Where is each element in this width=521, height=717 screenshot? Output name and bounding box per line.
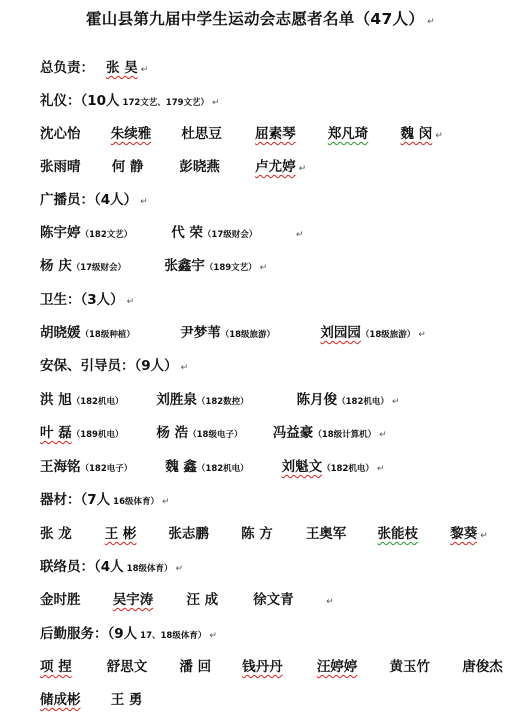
paragraph-mark-icon: ↵: [379, 430, 387, 440]
equipment-row-1: [40, 523, 488, 545]
security-label: 安保、引导员：（9人）: [40, 358, 178, 374]
security-name: 王海铭: [40, 459, 81, 475]
logistics-row-2: [40, 689, 142, 711]
etiquette-name: 沈心怡: [40, 126, 81, 142]
liaison-row-1: [40, 589, 334, 611]
logistics-label: 后勤服务：（9人: [40, 626, 138, 642]
broadcast-row-1: [40, 222, 303, 244]
logistics-name: 潘 回: [179, 659, 212, 675]
security-name: 陈月俊: [296, 392, 338, 408]
logistics-note: 17、18级体育）: [140, 631, 207, 641]
broadcast-name: 张鑫宇: [164, 258, 205, 274]
etiquette-name: 杜思豆: [181, 126, 222, 142]
equipment-header: [40, 489, 170, 511]
health-note: （18级种植）: [80, 330, 135, 340]
logistics-row-1: [40, 656, 503, 678]
paragraph-mark-icon: ↵: [435, 131, 443, 141]
security-row-3: [40, 456, 384, 478]
equipment-name: 陈 方: [241, 526, 273, 542]
document-title: [0, 7, 521, 29]
equipment-name: 黎葵: [450, 526, 478, 542]
chief-line: [40, 57, 148, 79]
security-note: （182数控）: [196, 397, 249, 407]
logistics-name: 唐俊杰: [462, 659, 503, 675]
broadcast-header: [40, 189, 148, 211]
broadcast-label: 广播员：（4人）: [40, 192, 138, 208]
chief-name: 张 昊: [106, 60, 138, 76]
liaison-header: [40, 556, 183, 578]
security-row-2: [40, 422, 387, 444]
broadcast-row-2: [40, 255, 267, 277]
equipment-name: 张志鹏: [168, 526, 209, 542]
security-name: 魏 鑫: [165, 459, 197, 475]
security-name: 叶 磊: [40, 425, 72, 441]
paragraph-mark-icon: ↵: [162, 497, 170, 507]
broadcast-note: （17级财会）: [202, 230, 258, 240]
security-name: 刘胜泉: [156, 392, 197, 408]
logistics-name: 项 捏: [40, 659, 72, 675]
liaison-name: 金时胜: [40, 592, 81, 608]
etiquette-name: 卢尤婷: [255, 159, 296, 175]
paragraph-mark-icon: ↵: [298, 164, 307, 174]
logistics-header: [40, 623, 217, 645]
logistics-name: 舒思文: [106, 659, 148, 675]
broadcast-note: （182文艺）: [80, 230, 133, 240]
security-name: 刘魁文: [281, 459, 323, 475]
etiquette-header: [40, 90, 220, 112]
etiquette-name: 何 静: [111, 159, 144, 175]
paragraph-mark-icon: ↵: [126, 297, 135, 307]
health-row-1: [40, 322, 426, 344]
security-note: （189机电）: [71, 430, 124, 440]
etiquette-name: 张雨晴: [40, 159, 81, 175]
etiquette-name: 屈素琴: [255, 126, 296, 142]
etiquette-name: 郑凡琦: [327, 126, 369, 142]
etiquette-row-1: [40, 123, 443, 145]
paragraph-mark-icon: ↵: [175, 564, 184, 574]
liaison-note: 18级体育）: [126, 564, 173, 574]
paragraph-mark-icon: ↵: [326, 597, 334, 607]
security-note: （182机电）: [322, 464, 374, 474]
etiquette-row-2: [40, 156, 306, 178]
paragraph-mark-icon: ↵: [180, 363, 189, 373]
etiquette-note: 172文艺、179文艺）: [122, 98, 210, 108]
equipment-name: 王 彬: [104, 526, 137, 542]
security-note: （182机电）: [196, 464, 249, 474]
liaison-name: 吴宇涛: [112, 592, 154, 608]
logistics-name: 王 勇: [110, 692, 143, 708]
equipment-label: 器材：（7人: [40, 492, 111, 508]
logistics-name: 储成彬: [40, 692, 81, 708]
broadcast-name: 杨 庆: [40, 258, 72, 274]
paragraph-mark-icon: ↵: [391, 397, 400, 407]
equipment-name: 王奥军: [305, 526, 347, 542]
equipment-name: 张 龙: [40, 526, 72, 542]
health-note: （18级旅游）: [360, 330, 416, 340]
logistics-name: 汪婷婷: [316, 659, 358, 675]
health-name: 尹梦苇: [180, 325, 221, 341]
security-note: （18级电子）: [188, 430, 243, 440]
paragraph-mark-icon: ↵: [209, 631, 217, 641]
chief-label: 总负责：: [40, 60, 94, 76]
document-title-text: 霍山县第九届中学生运动会志愿者名单（47人）: [85, 10, 425, 28]
etiquette-name: 彭晓燕: [179, 159, 220, 175]
etiquette-name: 朱续雅: [110, 126, 152, 142]
paragraph-mark-icon: ↵: [212, 98, 220, 108]
security-note: （18级计算机）: [313, 430, 377, 440]
paragraph-mark-icon: ↵: [259, 263, 268, 273]
equipment-note: 16级体育）: [113, 497, 159, 507]
security-note: （182机电）: [337, 397, 389, 407]
security-header: [40, 355, 188, 377]
paragraph-mark-icon: ↵: [427, 17, 435, 27]
health-note: （18级旅游）: [220, 330, 276, 340]
health-label: 卫生：（3人）: [40, 292, 124, 308]
logistics-name: 钱丹丹: [242, 659, 283, 675]
etiquette-label: 礼仪：（10人: [40, 93, 120, 109]
paragraph-mark-icon: ↵: [418, 330, 426, 340]
paragraph-mark-icon: ↵: [376, 464, 385, 474]
security-note: （182机电）: [71, 397, 124, 407]
equipment-name: 张能枝: [377, 526, 419, 542]
liaison-label: 联络员：（4人: [40, 559, 124, 575]
broadcast-name: 陈宇婷: [40, 225, 81, 241]
broadcast-name: 代 荣: [171, 225, 203, 241]
paragraph-mark-icon: ↵: [140, 197, 148, 207]
logistics-name: 黄玉竹: [389, 659, 431, 675]
security-row-1: [40, 389, 399, 411]
broadcast-note: （189文艺）: [204, 263, 257, 273]
health-name: 胡晓媛: [40, 325, 81, 341]
health-header: [40, 289, 134, 311]
security-name: 杨 浩: [156, 425, 189, 441]
paragraph-mark-icon: ↵: [140, 65, 149, 75]
paragraph-mark-icon: ↵: [295, 230, 304, 240]
health-name: 刘园园: [320, 325, 361, 341]
liaison-name: 汪 成: [186, 592, 219, 608]
liaison-name: 徐文青: [253, 592, 294, 608]
security-name: 洪 旭: [40, 392, 72, 408]
security-note: （182电子）: [80, 464, 133, 474]
etiquette-name: 魏 闵: [400, 126, 433, 142]
paragraph-mark-icon: ↵: [480, 531, 488, 541]
broadcast-note: （17级财会）: [71, 263, 127, 273]
security-name: 冯益豪: [272, 425, 314, 441]
